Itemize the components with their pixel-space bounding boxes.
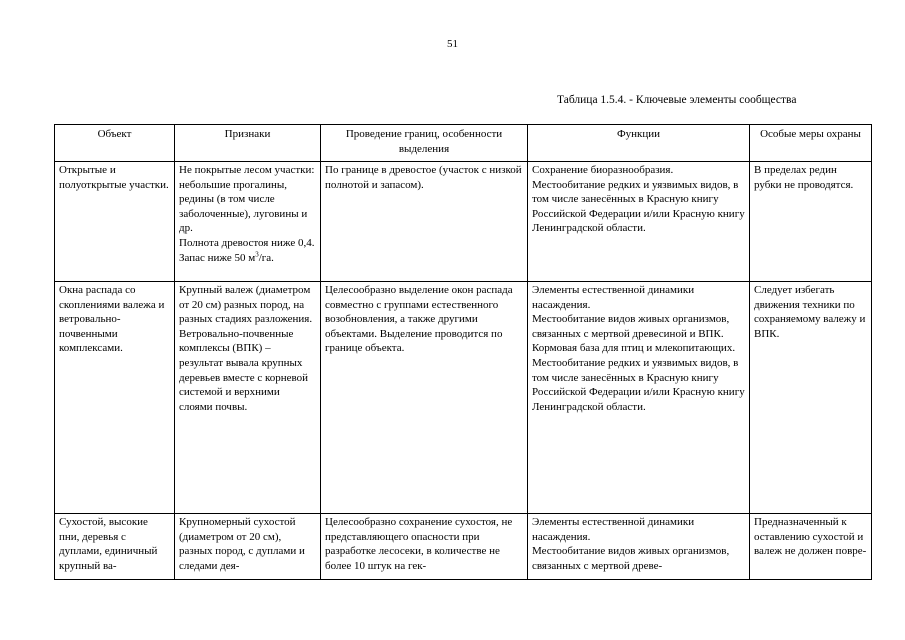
cell-boundaries: Целесообразно выделение окон распада совместно с группами естественного возобновления, а также другими объектами. Выделение проводится по границе объекта. [321,282,528,514]
cell-measures: Предназначенный к оставлению сухостой и валеж не должен повре- [750,514,872,580]
table-header-row [55,125,872,162]
header-boundaries: Проведение границ, особенности выделения [321,125,528,162]
table-row [55,162,872,282]
sign-text: Полнота древостоя ниже 0,4. [179,236,315,249]
cell-functions [528,282,750,514]
function-text: Элементы естественной динамики насаждения. [532,516,695,543]
superscript-3: 3 [255,249,259,258]
cell-functions [528,162,750,282]
cell-signs [175,514,321,580]
function-text: Местообитание редких и уязвимых видов, в том числе занесённых в Красную книгу Российской Федерации и/или Красную книгу Ленинградской области. [532,178,745,235]
function-text: Местообитание редких и уязвимых видов, в том числе занесённых в Красную книгу Российской Федерации и/или Красную книгу Ленинградской области. [532,356,745,413]
cell-measures: В пределах редин рубки не проводятся. [750,162,872,282]
function-text: Местообитание видов живых организмов, связанных с мертвой древе- [532,545,730,572]
cell-boundaries: По границе в древостое (участок с низкой полнотой и запасом). [321,162,528,282]
sign-text: Крупномерный сухостой (диаметром от 20 см), разных пород, с дуплами и следами дея- [179,516,305,572]
function-text: Кормовая база для птиц и млекопитающих. [532,342,736,355]
table-row [55,514,872,580]
cell-boundaries: Целесообразно сохранение сухостоя, не представляющего опасности при разработке лесосеки, в количестве не более 10 штук на гек- [321,514,528,580]
header-measures: Особые меры охраны [750,125,872,162]
table-caption: Таблица 1.5.4. - Ключевые элементы сообщества [557,94,797,106]
header-object: Объект [55,125,175,162]
cell-measures: Следует избегать движения техники по сохраняемому валежу и ВПК. [750,282,872,514]
key-elements-table [54,124,872,580]
table-row [55,282,872,514]
sign-text: Запас ниже 50 $м^3/га$. [179,249,274,264]
header-signs: Признаки [175,125,321,162]
cell-signs [175,162,321,282]
cell-functions [528,514,750,580]
sign-text: Ветровально-почвенные комплексы (ВПК) – результат вывала крупных деревьев вместе с корневой системой и верхними слоями почвы. [179,327,309,413]
function-text: Сохранение биоразнообразия. [532,164,674,176]
function-text: Элементы естественной динамики насаждения. [532,284,695,311]
cell-object: Сухостой, высокие пни, деревья с дуплами, единичный крупный ва- [55,514,175,580]
function-text: Местообитание видов живых организмов, связанных с мертвой древесиной и ВПК. [532,313,730,340]
sign-text: Крупный валеж (диаметром от 20 см) разных пород, на разных стадиях разложения. [179,284,313,326]
cell-object: Открытые и полуоткрытые участки. [55,162,175,282]
sign-text: Не покрытые лесом участки: небольшие прогалины, редины (в том числе заболоченные), луговины и др. [179,164,315,235]
cell-object: Окна распада со скоплениями валежа и ветровально-почвенными комплексами. [55,282,175,514]
header-functions: Функции [528,125,750,162]
page-number: 51 [447,38,458,50]
cell-signs [175,282,321,514]
